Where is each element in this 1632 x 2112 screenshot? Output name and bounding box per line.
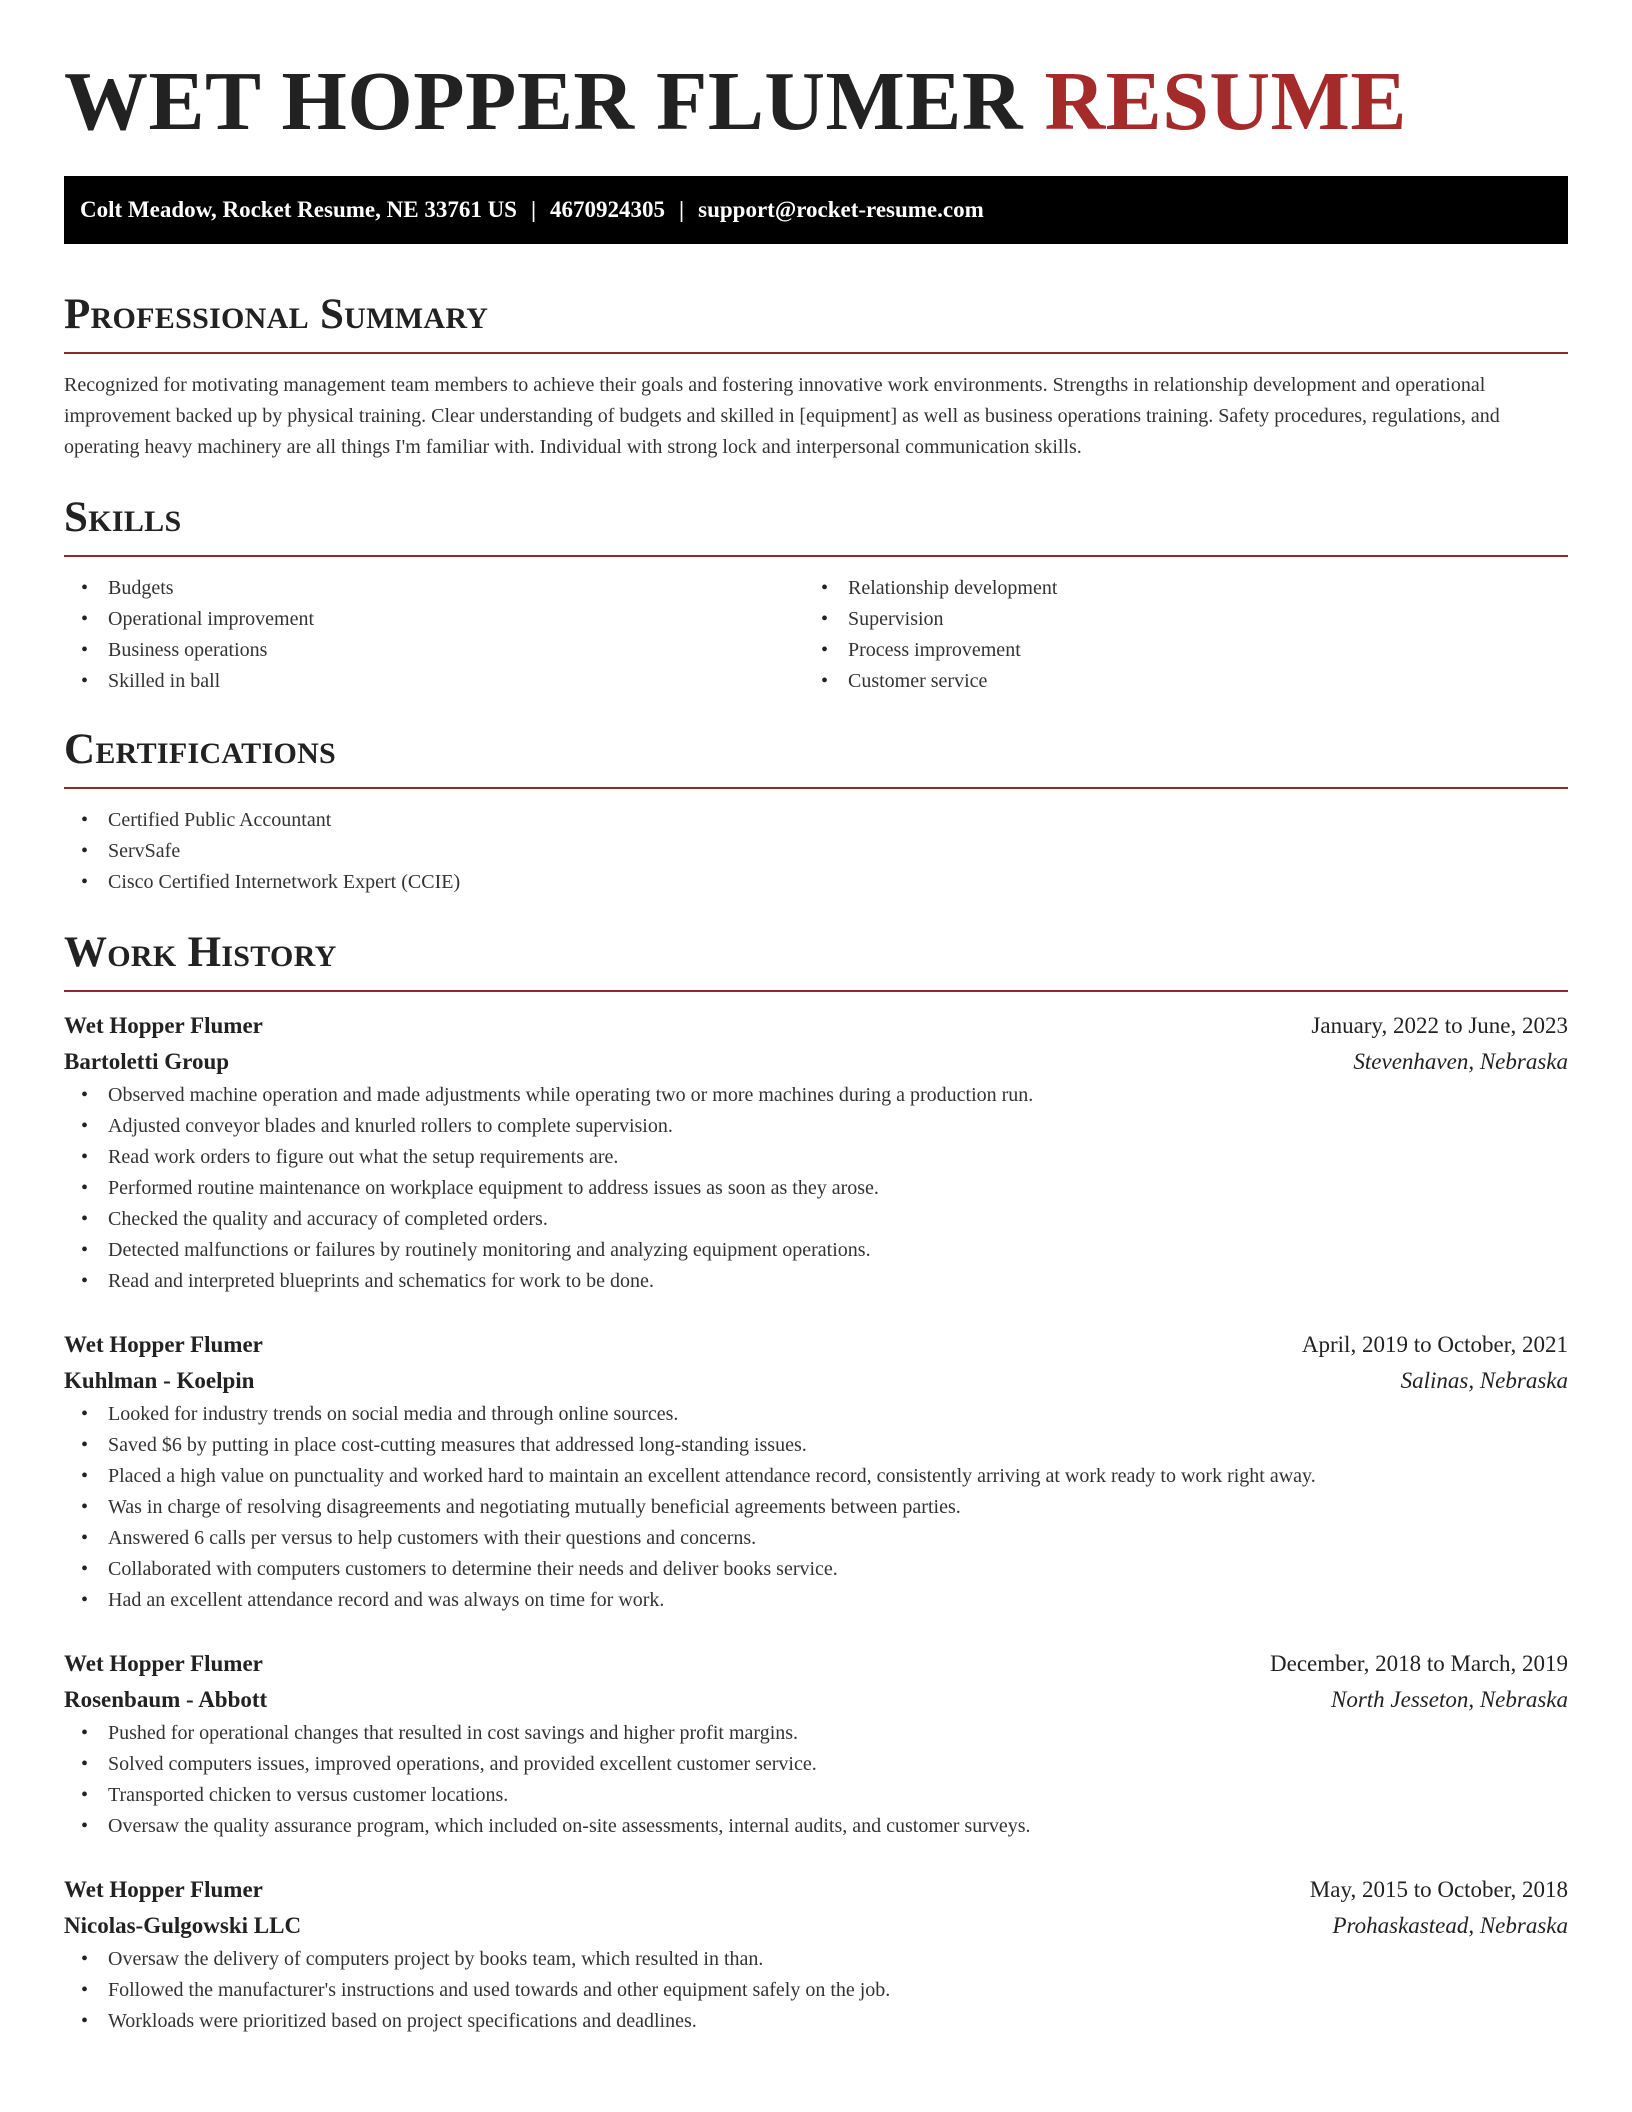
job-location: Stevenhaven, Nebraska bbox=[1353, 1049, 1568, 1074]
section-title-skills: Skills bbox=[64, 494, 182, 541]
candidate-name: WET HOPPER FLUMER bbox=[64, 55, 1023, 148]
job-entry bbox=[64, 1327, 1568, 1616]
skill-item: • Operational improvement bbox=[64, 604, 804, 635]
job-duty-item: • Performed routine maintenance on workplace equipment to address issues as soon as they arose. bbox=[64, 1173, 1568, 1204]
job-location: Prohaskastead, Nebraska bbox=[1332, 1913, 1568, 1938]
skill-item: • Budgets bbox=[64, 573, 804, 604]
job-entry bbox=[64, 1008, 1568, 1297]
job-duty-item: • Oversaw the quality assurance program, which included on-site assessments, internal audits, and customer surveys. bbox=[64, 1811, 1568, 1842]
job-duty-item: • Followed the manufacturer's instructions and used towards and other equipment safely on the job. bbox=[64, 1975, 1568, 2006]
section-divider bbox=[64, 787, 1568, 789]
job-dates: January, 2022 to June, 2023 bbox=[1311, 1013, 1568, 1038]
job-header-row bbox=[64, 1327, 1568, 1363]
job-header-row bbox=[64, 1872, 1568, 1908]
skill-item: • Process improvement bbox=[804, 635, 1544, 666]
job-duties-list bbox=[64, 1080, 1568, 1297]
job-location: Salinas, Nebraska bbox=[1400, 1368, 1568, 1393]
work-history-section bbox=[64, 928, 1568, 2037]
section-title-work-history: Work History bbox=[64, 929, 337, 976]
certification-item: • ServSafe bbox=[64, 836, 1568, 867]
certifications-list bbox=[64, 805, 1568, 898]
skill-item: • Customer service bbox=[804, 666, 1544, 697]
job-company-row bbox=[64, 1363, 1568, 1399]
certification-item: • Cisco Certified Internetwork Expert (CCIE) bbox=[64, 867, 1568, 898]
job-duty-item: • Workloads were prioritized based on project specifications and deadlines. bbox=[64, 2006, 1568, 2037]
contact-separator: | bbox=[679, 197, 685, 222]
skill-item: • Skilled in ball bbox=[64, 666, 804, 697]
job-duty-item: • Had an excellent attendance record and was always on time for work. bbox=[64, 1585, 1568, 1616]
job-duty-item: • Detected malfunctions or failures by routinely monitoring and analyzing equipment operations. bbox=[64, 1235, 1568, 1266]
job-company-row bbox=[64, 1044, 1568, 1080]
job-title: Wet Hopper Flumer bbox=[64, 1651, 263, 1676]
job-dates: May, 2015 to October, 2018 bbox=[1309, 1877, 1568, 1902]
section-divider bbox=[64, 352, 1568, 354]
skill-item: • Relationship development bbox=[804, 573, 1544, 604]
section-divider bbox=[64, 990, 1568, 992]
job-dates: April, 2019 to October, 2021 bbox=[1301, 1332, 1568, 1357]
job-header-row bbox=[64, 1008, 1568, 1044]
job-duty-item: • Placed a high value on punctuality and worked hard to maintain an excellent attendance record, consistently arriving at work ready to work right away. bbox=[64, 1461, 1568, 1492]
skills-section bbox=[64, 493, 1568, 697]
contact-phone: 4670924305 bbox=[550, 197, 666, 222]
job-duty-item: • Observed machine operation and made adjustments while operating two or more machines during a production run. bbox=[64, 1080, 1568, 1111]
job-duty-item: • Read work orders to figure out what the setup requirements are. bbox=[64, 1142, 1568, 1173]
job-duty-item: • Checked the quality and accuracy of completed orders. bbox=[64, 1204, 1568, 1235]
certification-item: • Certified Public Accountant bbox=[64, 805, 1568, 836]
job-location: North Jesseton, Nebraska bbox=[1330, 1687, 1568, 1712]
job-title: Wet Hopper Flumer bbox=[64, 1332, 263, 1357]
job-title: Wet Hopper Flumer bbox=[64, 1013, 263, 1038]
skill-item: • Business operations bbox=[64, 635, 804, 666]
job-entry bbox=[64, 1646, 1568, 1842]
job-company: Kuhlman - Koelpin bbox=[64, 1368, 255, 1393]
contact-separator: | bbox=[530, 197, 537, 222]
skills-list-right bbox=[804, 573, 1544, 697]
job-duty-item: • Answered 6 calls per versus to help customers with their questions and concerns. bbox=[64, 1523, 1568, 1554]
contact-email: support@rocket-resume.com bbox=[698, 197, 984, 222]
job-duty-item: • Transported chicken to versus customer locations. bbox=[64, 1780, 1568, 1811]
job-company: Nicolas-Gulgowski LLC bbox=[64, 1913, 302, 1938]
skills-list-left bbox=[64, 573, 804, 697]
job-duties-list bbox=[64, 1399, 1568, 1616]
job-duty-item: • Read and interpreted blueprints and schematics for work to be done. bbox=[64, 1266, 1568, 1297]
section-title-summary: Professional Summary bbox=[64, 291, 489, 338]
skills-grid bbox=[64, 573, 1568, 697]
job-duties-list bbox=[64, 1944, 1568, 2037]
contact-address: Colt Meadow, Rocket Resume, NE 33761 US bbox=[80, 197, 517, 222]
resume-heading bbox=[64, 0, 1568, 150]
certifications-section bbox=[64, 725, 1568, 898]
job-company: Rosenbaum - Abbott bbox=[64, 1687, 268, 1712]
resume-heading-accent: RESUME bbox=[1044, 55, 1407, 148]
job-company: Bartoletti Group bbox=[64, 1049, 230, 1074]
job-title: Wet Hopper Flumer bbox=[64, 1877, 263, 1902]
summary-section bbox=[64, 290, 1568, 463]
job-duty-item: • Oversaw the delivery of computers project by books team, which resulted in than. bbox=[64, 1944, 1568, 1975]
job-duty-item: • Was in charge of resolving disagreements and negotiating mutually beneficial agreements between parties. bbox=[64, 1492, 1568, 1523]
resume-page bbox=[64, 0, 1568, 2037]
job-dates: December, 2018 to March, 2019 bbox=[1270, 1651, 1568, 1676]
job-duty-item: • Collaborated with computers customers to determine their needs and deliver books service. bbox=[64, 1554, 1568, 1585]
job-entry bbox=[64, 1872, 1568, 2037]
job-duty-item: • Pushed for operational changes that resulted in cost savings and higher profit margins. bbox=[64, 1718, 1568, 1749]
job-company-row bbox=[64, 1908, 1568, 1944]
section-title-certifications: Certifications bbox=[64, 726, 337, 773]
skill-item: • Supervision bbox=[804, 604, 1544, 635]
job-duty-item: • Solved computers issues, improved operations, and provided excellent customer service. bbox=[64, 1749, 1568, 1780]
summary-text: Recognized for motivating management team members to achieve their goals and fostering innovative work environments. Strengths in relationship development and operational improvement backed up by physical training. Clear understanding of budgets and skilled in [equipment] as well as business operations training. Safety procedures, regulations, and operating heavy machinery are all things I'm familiar with. Individual with strong lock and interpersonal communication skills. bbox=[64, 374, 1500, 458]
job-company-row bbox=[64, 1682, 1568, 1718]
job-duties-list bbox=[64, 1718, 1568, 1842]
job-duty-item: • Saved $6 by putting in place cost-cutting measures that addressed long-standing issues. bbox=[64, 1430, 1568, 1461]
job-duty-item: • Looked for industry trends on social media and through online sources. bbox=[64, 1399, 1568, 1430]
contact-bar bbox=[64, 176, 1568, 244]
job-duty-item: • Adjusted conveyor blades and knurled rollers to complete supervision. bbox=[64, 1111, 1568, 1142]
section-divider bbox=[64, 555, 1568, 557]
job-header-row bbox=[64, 1646, 1568, 1682]
